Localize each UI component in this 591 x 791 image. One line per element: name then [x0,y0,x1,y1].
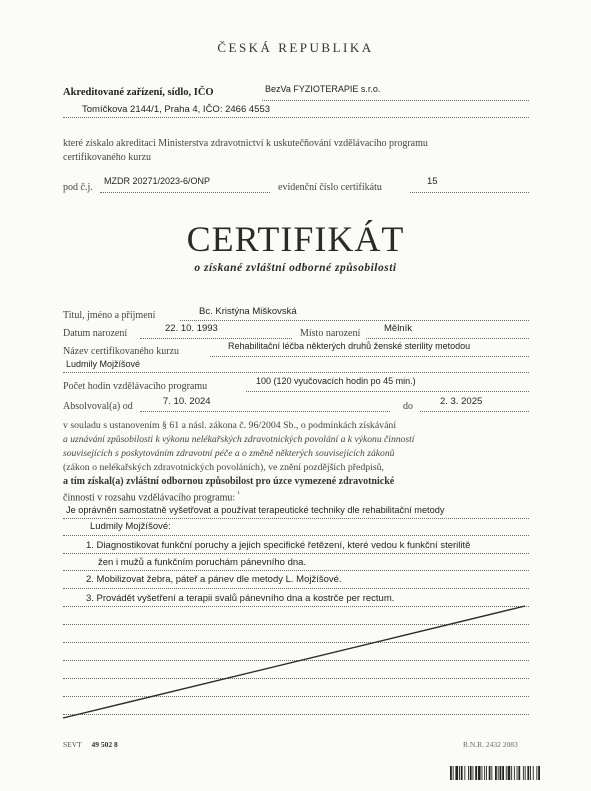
certificate-subtitle: o získané zvláštní odborné způsobilosti [194,262,397,274]
legal-text-6-content: činnosti v rozsahu vzdělávacího programu: [63,492,236,504]
legal-text-5: a tím získal(a) zvláštní odbornou způsobilost pro úzce vymezené zdravotnické [63,476,395,487]
competence-dots-2 [63,535,529,536]
competence-item-1-cont: žen i mužů a funkčním poruchám pánevního dna. [98,557,307,568]
competence-dots-3 [63,553,529,554]
birth-place-dots [366,338,529,339]
empty-dots-4 [63,678,529,679]
name-value: Bc. Kristýna Miškovská [199,306,297,317]
from-value: 7. 10. 2024 [163,396,211,407]
facility-name: BezVa FYZIOTERAPIE s.r.o. [265,84,381,94]
competence-dots-4 [63,570,529,571]
cert-number-dots [410,192,529,193]
course-dots-2 [63,372,529,373]
to-dots [420,411,529,412]
name-label: Titul, jméno a příjmení [63,310,156,321]
facility-address: Tomíčkova 2144/1, Praha 4, IČO: 2466 4553 [82,104,271,115]
birth-date-label: Datum narození [63,328,128,339]
birth-place-value: Mělník [384,323,412,334]
from-label: Absolvoval(a) od [63,401,133,412]
legal-text-3: souvisejících s poskytováním zdravotní péče a o změně některých souvisejících zákonů [63,448,395,459]
competence-item-2: 2. Mobilizovat žebra, páteř a pánev dle metody L. Mojžíšové. [86,574,342,585]
legal-text-4: (zákon o nelékařských zdravotnických povoláních), ve znění pozdějších předpisů, [63,462,385,473]
certificate-title: CERTIFIKÁT [186,219,405,259]
course-value-line2: Ludmily Mojžíšové [66,359,141,369]
cert-number-label: evidenční číslo certifikátu [278,182,382,193]
empty-dots-5 [63,696,529,697]
hours-dots [246,391,529,392]
course-value-line1: Rehabilitační léčba některých druhů ženské sterility metodou [228,341,471,351]
birth-date-value: 22. 10. 1993 [165,323,218,334]
hours-label: Počet hodin vzdělávacího programu [63,381,208,392]
competence-item-1: 1. Diagnostikovat funkční poruchy a jejich specifické řetězení, které vedou k funkční sterilitě [86,540,471,551]
facility-dots-2 [63,117,529,118]
course-label: Název certifikovaného kurzu [63,346,180,357]
competence-intro-2: Ludmily Mojžíšové: [90,521,171,532]
birth-date-dots [140,338,292,339]
legal-text-2: a uznávání způsobilosti k výkonu nelékařských zdravotnických povolání a k výkonu činností [63,434,415,445]
name-dots [180,320,529,321]
ref-value: MZDR 20271/2023-6/ONP [104,176,211,186]
to-label: do [403,401,413,412]
barcode-icon [450,766,580,780]
hours-value: 100 (120 vyučovacích hodin po 45 min.) [256,376,416,386]
footer-form-code-label: SEVT [63,740,82,749]
facility-dots-1 [262,100,529,101]
empty-dots-2 [63,642,529,643]
competence-intro-1: Je oprávněn samostatně vyšetřovat a používat terapeutické techniky dle rehabilitační metody [66,505,445,515]
footer-form-number: 49 502 8 [91,740,118,749]
accreditation-text-1: které získalo akreditaci Ministerstva zdravotnictví k uskutečňování vzdělávacího programu [63,138,428,149]
to-value: 2. 3. 2025 [440,396,483,407]
ref-label: pod č.j. [63,182,93,193]
legal-text-1: v souladu s ustanovením § 61 a násl. zákona č. 96/2004 Sb., o podmínkách získávání [63,420,397,431]
facility-label: Akreditované zařízení, sídlo, IČO [63,87,214,98]
footer-serial: R.N.R. 2432 2083 [463,740,518,749]
competence-dots-1 [63,518,529,519]
ref-dots [100,192,270,193]
footer-form-code [63,740,118,749]
competence-dots-5 [63,588,529,589]
from-dots [140,411,390,412]
competence-dots-6 [63,606,529,607]
competence-item-3: 3. Provádět vyšetření a terapii svalů pánevního dna a kostrče per rectum. [86,593,395,604]
footnote-mark: ¹ [237,490,240,498]
accreditation-text-2: certifikovaného kurzu [63,152,152,163]
legal-text-6 [63,490,240,503]
empty-dots-6 [63,714,529,715]
cert-number-value: 15 [427,176,438,187]
country-heading: ČESKÁ REPUBLIKA [217,40,374,55]
empty-dots-1 [63,624,529,625]
course-dots-1 [210,356,529,357]
birth-place-label: Místo narození [300,328,361,339]
empty-dots-3 [63,660,529,661]
